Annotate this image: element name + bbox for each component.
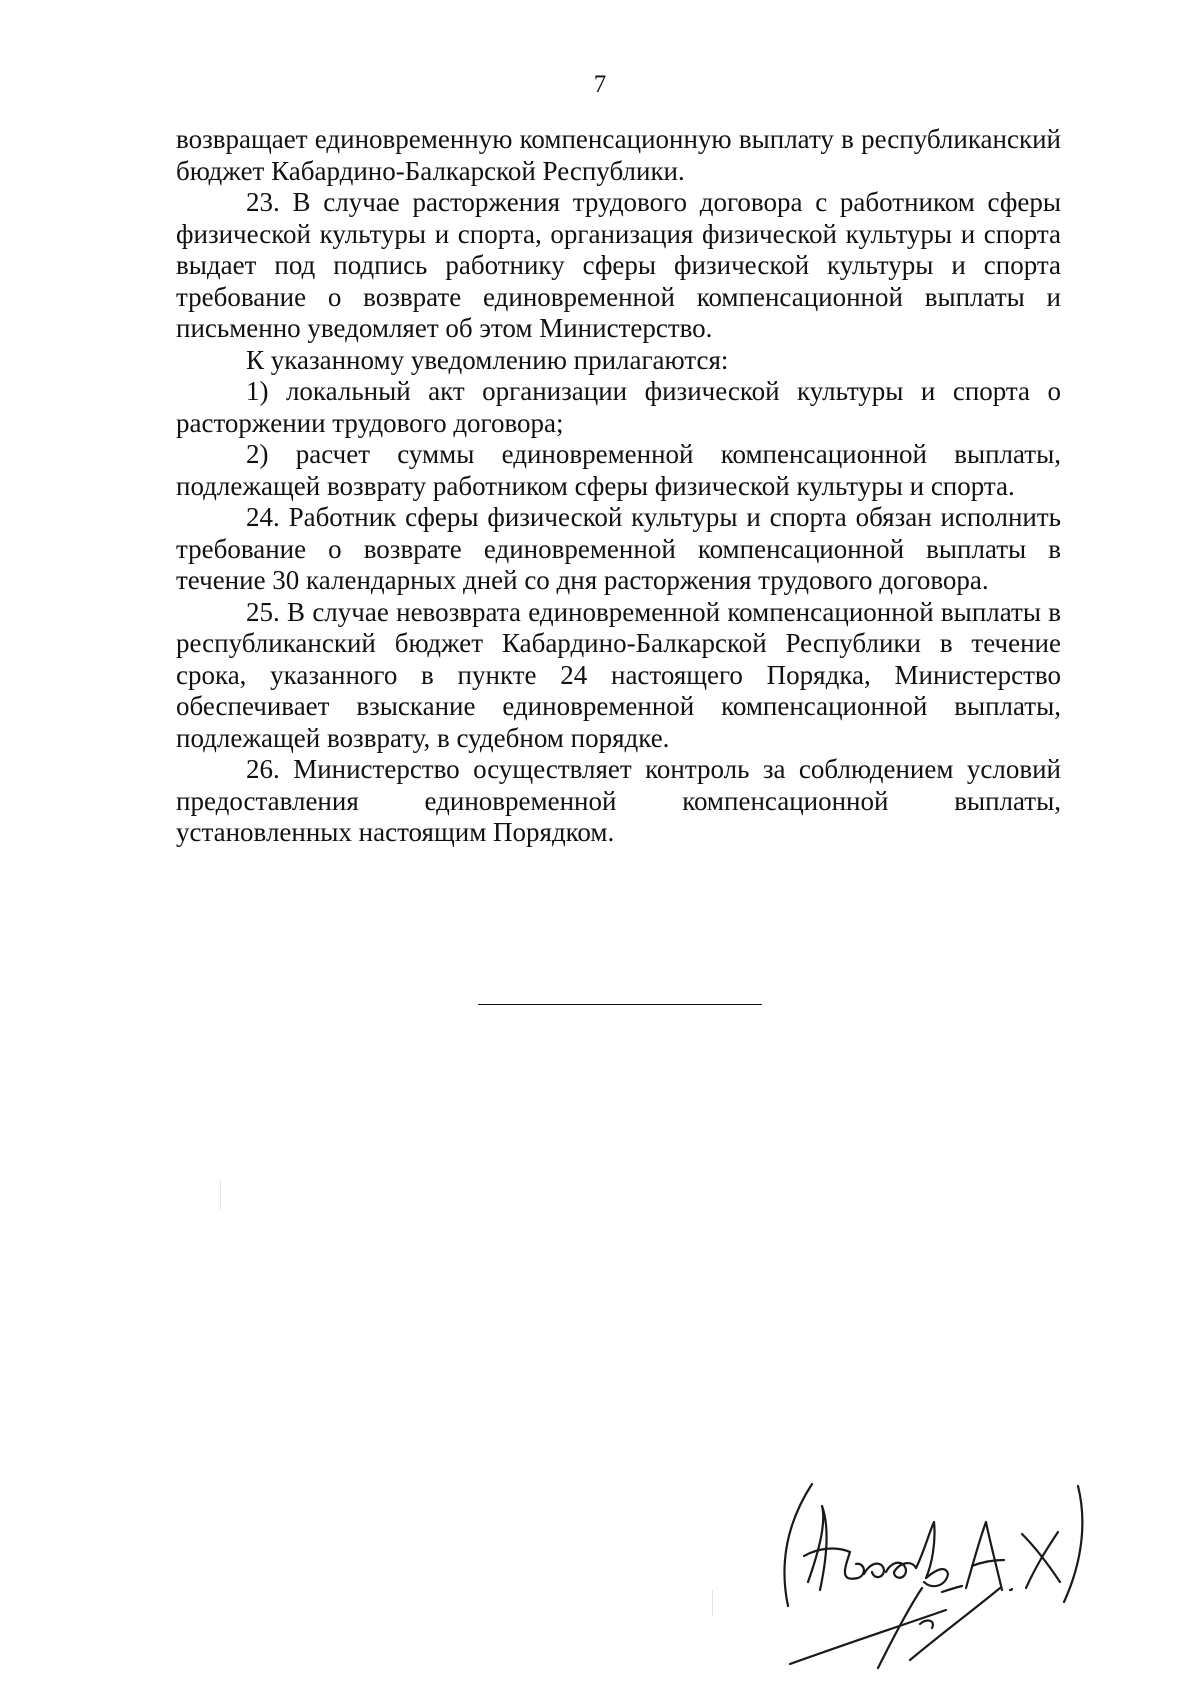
paragraph-25: 25. В случае невозврата единовременной компенсационной выплаты в республиканский бюджет Кабардино-Балкарской Республики в течение срока, указанного в пункте 24 настоящего Порядка, Министерство обеспечивает взыскание единовременной компенсационной выплаты, подлежащей возврату, в судебном порядке. — [176, 596, 1061, 753]
paragraph-23-item-1: 1) локальный акт организации физической культуры и спорта о расторжении трудового договора; — [176, 376, 1061, 438]
scan-artifact-line — [220, 1180, 221, 1210]
scan-artifact-line — [712, 1590, 713, 1616]
paragraph-23-attachments-intro: К указанному уведомлению прилагаются: — [246, 344, 729, 375]
paragraph-continuation: возвращает единовременную компенсационную выплату в республиканский бюджет Кабардино-Балкарской Республики. — [176, 124, 1061, 186]
paragraph-24: 24. Работник сферы физической культуры и спорта обязан исполнить требование о возврате единовременной компенсационной выплаты в течение 30 календарных дней со дня расторжения трудового договора. — [176, 502, 1061, 595]
paragraph-26: 26. Министерство осуществляет контроль за соблюдением условий предоставления единовременной компенсационной выплаты, установленных настоящим Порядком. — [176, 754, 1061, 847]
paragraph-23: 23. В случае расторжения трудового договора с работником сферы физической культуры и спорта, организация физической культуры и спорта выдает под подпись работнику сферы физической культуры и спорта требование о возврате единовременной компенсационной выплаты и письменно уведомляет об этом Министерство. — [176, 187, 1061, 343]
page-number: 7 — [593, 71, 607, 98]
handwritten-signature — [760, 1478, 1140, 1678]
closing-divider-line — [478, 1004, 762, 1005]
document-body — [176, 124, 1061, 849]
paragraph-23-item-2: 2) расчет суммы единовременной компенсационной выплаты, подлежащей возврату работником сферы физической культуры и спорта. — [176, 439, 1061, 501]
